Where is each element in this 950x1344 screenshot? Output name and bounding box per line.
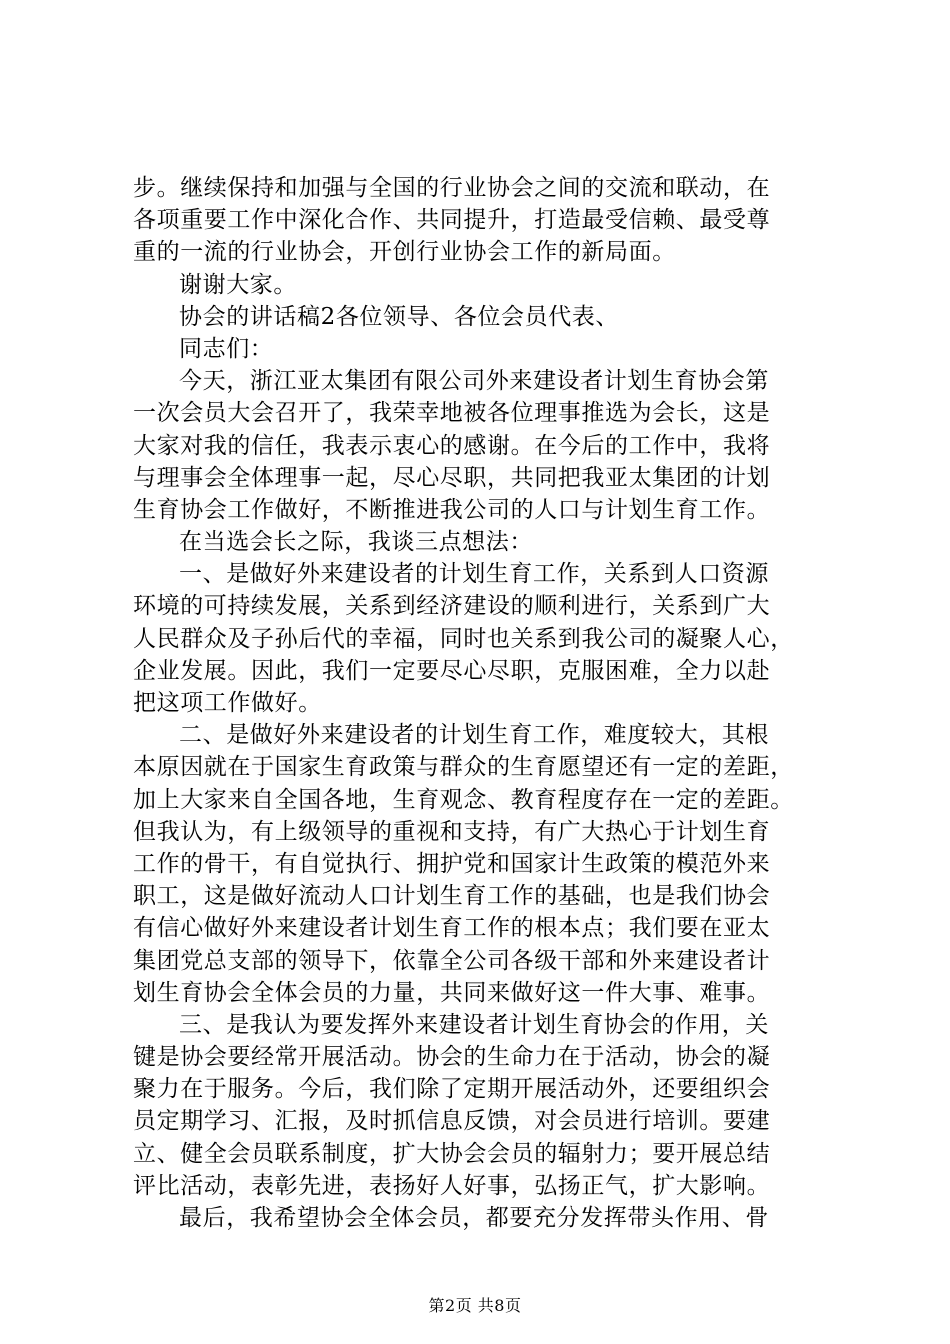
text-line: 最后，我希望协会全体会员，都要充分发挥带头作用、骨: [179, 1205, 769, 1231]
text-line: 聚力在于服务。今后，我们除了定期开展活动外，还要组织会: [133, 1076, 771, 1103]
text-line: 各项重要工作中深化合作、共同提升，打造最受信赖、最受尊: [133, 207, 771, 234]
text-line: 同志们：: [179, 335, 274, 362]
text-line: 与理事会全体理事一起，尽心尽职，共同把我亚太集团的计划: [133, 464, 771, 491]
document-body: [133, 172, 833, 1234]
text-line: 协会的讲话稿2各位领导、各位会员代表、: [179, 303, 620, 330]
text-line: 谢谢大家。: [179, 271, 297, 298]
text-line: 加上大家来自全国各地，生育观念、教育程度存在一定的差距。: [133, 786, 794, 813]
text-line: 工作的骨干，有自觉执行、拥护党和国家计生政策的模范外来: [133, 850, 771, 877]
text-line: 划生育协会全体会员的力量，共同来做好这一件大事、难事。: [133, 979, 771, 1006]
text-line: 一次会员大会召开了，我荣幸地被各位理事推选为会长，这是: [133, 400, 771, 427]
text-line: 企业发展。因此，我们一定要尽心尽职，克服困难，全力以赴: [133, 657, 771, 684]
text-line: 立、健全会员联系制度，扩大协会会员的辐射力；要开展总结: [133, 1140, 771, 1167]
text-line: 职工，这是做好流动人口计划生育工作的基础，也是我们协会: [133, 883, 771, 910]
text-line: 集团党总支部的领导下，依靠全公司各级干部和外来建设者计: [133, 947, 771, 974]
text-line: 环境的可持续发展，关系到经济建设的顺利进行，关系到广大: [133, 593, 771, 620]
text-line: 把这项工作做好。: [133, 690, 322, 716]
text-line: 大家对我的信任，我表示衷心的感谢。在今后的工作中，我将: [133, 432, 771, 459]
text-line: 人民群众及子孙后代的幸福，同时也关系到我公司的凝聚人心，: [133, 625, 794, 652]
text-line: 评比活动，表彰先进，表扬好人好事，弘扬正气，扩大影响。: [133, 1172, 771, 1199]
page-number-footer: 第2页 共8页: [428, 1296, 522, 1315]
text-line: 二、是做好外来建设者的计划生育工作，难度较大，其根: [179, 722, 769, 749]
text-line: 今天，浙江亚太集团有限公司外来建设者计划生育协会第: [179, 368, 769, 395]
text-line: 生育协会工作做好，不断推进我公司的人口与计划生育工作。: [133, 496, 771, 523]
text-line: 步。继续保持和加强与全国的行业协会之间的交流和联动，在: [133, 175, 771, 201]
text-line: 有信心做好外来建设者计划生育工作的根本点；我们要在亚太: [133, 915, 771, 942]
text-line: 在当选会长之际，我谈三点想法：: [179, 529, 533, 556]
text-line: 键是协会要经常开展活动。协会的生命力在于活动，协会的凝: [133, 1044, 771, 1071]
text-line: 重的一流的行业协会，开创行业协会工作的新局面。: [133, 239, 676, 266]
text-line: 一、是做好外来建设者的计划生育工作，关系到人口资源: [179, 561, 769, 588]
text-line: 本原因就在于国家生育政策与群众的生育愿望还有一定的差距，: [133, 754, 794, 781]
text-line: 但我认为，有上级领导的重视和支持，有广大热心于计划生育: [133, 818, 771, 845]
text-line: 三、是我认为要发挥外来建设者计划生育协会的作用，关: [179, 1011, 769, 1038]
text-line: 员定期学习、汇报，及时抓信息反馈，对会员进行培训。要建: [133, 1108, 771, 1135]
